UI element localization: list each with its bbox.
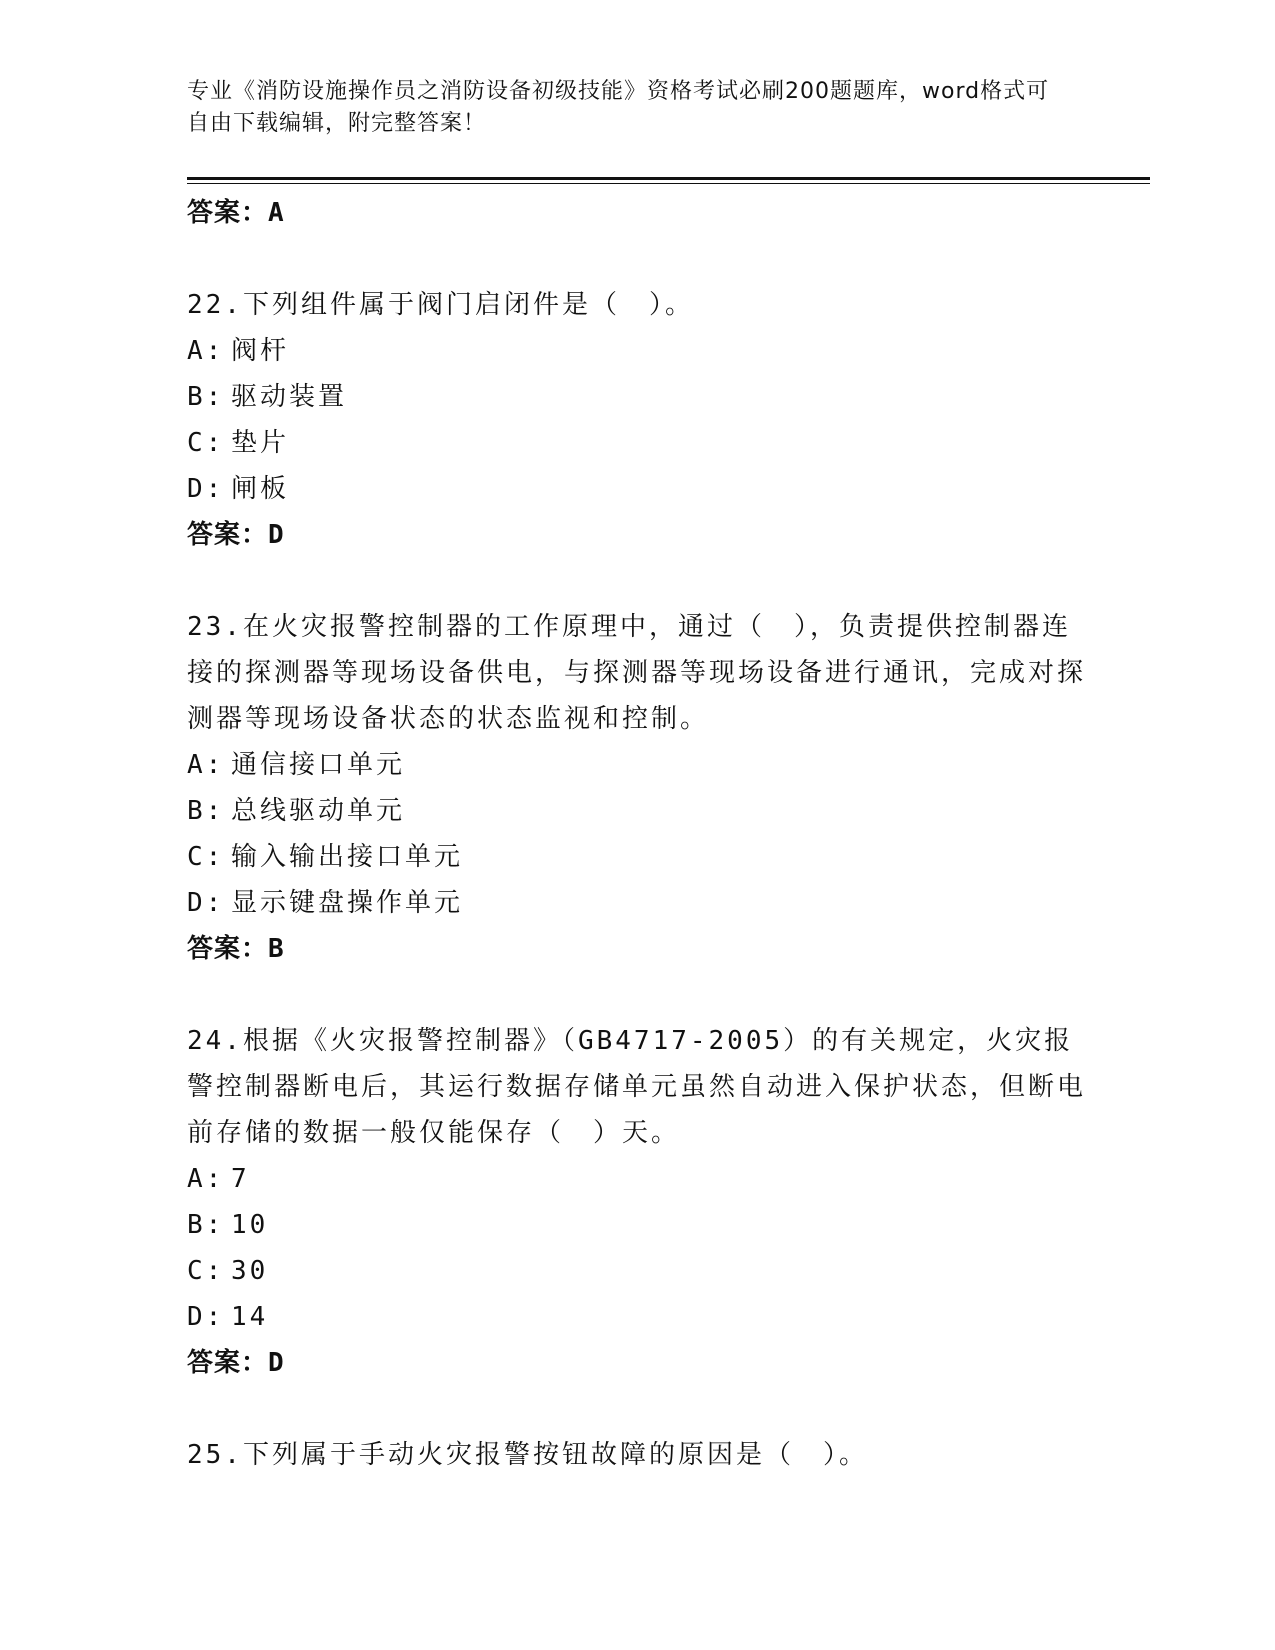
option [187, 1156, 1087, 1202]
option-letter: B: [187, 382, 225, 412]
option [187, 466, 1087, 512]
question-text: 25.下列属于手动火灾报警按钮故障的原因是（ ）。 [187, 1440, 868, 1470]
option-letter: C: [187, 842, 225, 872]
spacer [187, 972, 1087, 1018]
option-letter: D: [187, 888, 225, 918]
option-text: 14 [231, 1302, 269, 1332]
option [187, 834, 1087, 880]
question-list [187, 190, 1087, 1478]
option-letter: A: [187, 750, 225, 780]
page-header: 专业《消防设施操作员之消防设备初级技能》资格考试必刷200题题库，word格式可自由下载编辑，附完整答案！ [187, 79, 1050, 136]
option-text: 10 [231, 1210, 269, 1240]
answer-line [187, 1340, 1087, 1386]
option-letter: C: [187, 1256, 225, 1286]
option [187, 1248, 1087, 1294]
option [187, 880, 1087, 926]
option-text: 30 [231, 1256, 269, 1286]
option-letter: A: [187, 336, 225, 366]
option-text: 通信接口单元 [231, 750, 406, 780]
answer-line [187, 512, 1087, 558]
answer-label: 答案： [187, 198, 269, 228]
answer-value: D [268, 520, 285, 550]
option-text: 输入输出接口单元 [231, 842, 464, 872]
option-letter: B: [187, 1210, 225, 1240]
option [187, 420, 1087, 466]
option-letter: C: [187, 428, 225, 458]
spacer [187, 236, 1087, 282]
option-text: 显示键盘操作单元 [231, 888, 464, 918]
answer-value: A [268, 198, 285, 228]
answer-label: 答案： [187, 1348, 269, 1378]
option-letter: A: [187, 1164, 225, 1194]
answer-line [187, 190, 1087, 236]
answer-value: B [268, 934, 285, 964]
option-text: 7 [231, 1164, 250, 1194]
option [187, 1202, 1087, 1248]
question-text: 24.根据《火灾报警控制器》（GB4717-2005）的有关规定，火灾报警控制器断电后，其运行数据存储单元虽然自动进入保护状态，但断电前存储的数据一般仅能保存（ ）天。 [187, 1026, 1087, 1148]
option [187, 328, 1087, 374]
option-letter: D: [187, 1302, 225, 1332]
answer-label: 答案： [187, 934, 269, 964]
option [187, 1294, 1087, 1340]
option [187, 742, 1087, 788]
answer-value: D [268, 1348, 285, 1378]
spacer [187, 558, 1087, 604]
header-divider-thin [187, 183, 1150, 184]
question-text: 22.下列组件属于阀门启闭件是（ ）。 [187, 290, 694, 320]
option-text: 驱动装置 [231, 382, 348, 412]
option [187, 788, 1087, 834]
answer-label: 答案： [187, 520, 269, 550]
spacer [187, 1386, 1087, 1432]
header-divider [187, 177, 1150, 180]
answer-line [187, 926, 1087, 972]
option-text: 闸板 [231, 474, 290, 504]
option-letter: D: [187, 474, 225, 504]
option [187, 374, 1087, 420]
option-letter: B: [187, 796, 225, 826]
option-text: 垫片 [231, 428, 290, 458]
option-text: 总线驱动单元 [231, 796, 406, 826]
option-text: 阀杆 [231, 336, 290, 366]
question-text: 23.在火灾报警控制器的工作原理中，通过（ ），负责提供控制器连接的探测器等现场设备供电，与探测器等现场设备进行通讯，完成对探测器等现场设备状态的状态监视和控制。 [187, 612, 1087, 734]
